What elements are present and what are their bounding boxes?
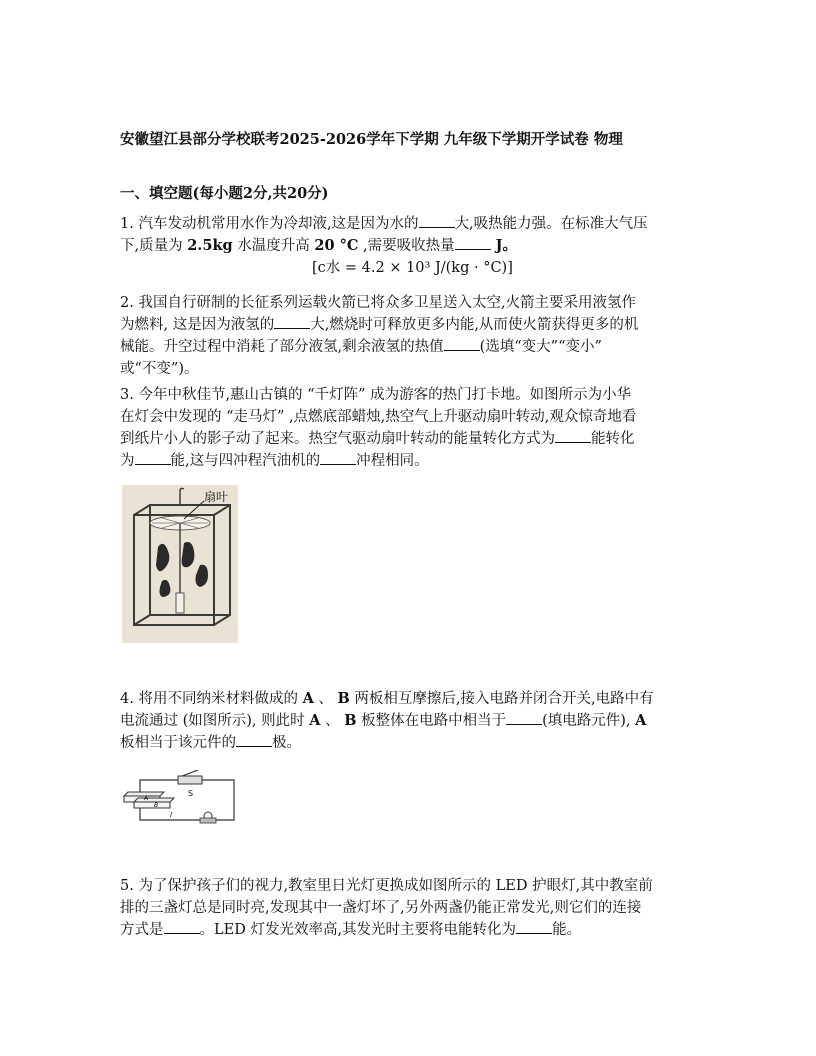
question-text: 为 <box>120 453 135 469</box>
question-text: 大,吸热能力强。在标准大气压 <box>454 216 648 232</box>
answer-blank[interactable] <box>164 919 200 934</box>
question-text: 板相当于该元件的 <box>120 735 236 751</box>
question-text: 电流通过 (如图所示), 则此时 <box>120 713 310 729</box>
mass-value: 2.5kg <box>187 237 233 254</box>
question-text: 为燃料, 这是因为液氢的 <box>120 317 275 333</box>
question-text: 。LED 灯发光效率高,其发光时主要将电能转化为 <box>199 922 517 938</box>
question-text: 大,燃烧时可释放更多内能,从而使火箭获得更多的机 <box>310 317 639 333</box>
question-line: 2. 我国自行研制的长征系列运载火箭已将众多卫星送入太空,火箭主要采用液氢作 <box>120 295 637 311</box>
plate-b-label: B <box>337 690 350 707</box>
question-line <box>120 428 700 450</box>
question-text: 能转化 <box>591 431 635 447</box>
question-text: 下,质量为 <box>120 238 188 254</box>
question-text: (填电路元件), <box>542 713 636 729</box>
question-text: 械能。升空过程中消耗了部分液氢,剩余液氢的热值 <box>120 339 444 355</box>
answer-blank[interactable] <box>555 428 591 443</box>
plate-a-label: A <box>309 712 321 729</box>
specific-heat-formula: [c水 = 4.2 × 10³ J/(kg · °C)] <box>312 260 513 276</box>
question-text: 两板相互摩擦后,接入电路并闭合开关,电路中有 <box>349 691 654 707</box>
question-text: 能,这与四冲程汽油机的 <box>170 453 321 469</box>
question-line: 排的三盏灯总是同时亮,发现其中一盏灯坏了,另外两盏仍能正常发光,则它们的连接 <box>120 900 642 916</box>
question-line: 或“不变”)。 <box>120 361 199 377</box>
question-2 <box>120 292 700 380</box>
answer-blank[interactable] <box>444 336 480 351</box>
question-line <box>120 314 700 336</box>
revolving-lantern-figure <box>122 485 238 643</box>
question-text: 极。 <box>272 735 301 751</box>
fan-blade-label: 扇叶 <box>204 490 229 504</box>
question-5 <box>120 875 700 941</box>
lantern-illustration <box>122 485 238 643</box>
current-label: I <box>170 811 173 819</box>
question-line: 在灯会中发现的 “走马灯” ,点燃底部蜡烛,热空气上升驱动扇叶转动,观众惊奇地看 <box>120 409 637 425</box>
circuit-figure <box>120 770 240 830</box>
question-line <box>120 919 700 941</box>
answer-blank[interactable] <box>516 919 552 934</box>
question-line <box>120 450 700 472</box>
answer-blank[interactable] <box>419 213 455 228</box>
question-text: 1. 汽车发动机常用水作为冷却液,这是因为水的 <box>120 216 419 232</box>
exam-title: 安徽望江县部分学校联考2025-2026学年下学期 九年级下学期开学试卷 物理 <box>120 131 623 148</box>
question-line <box>120 213 700 235</box>
question-text: 板整体在电路中相当于 <box>356 713 507 729</box>
question-text: 4. 将用不同纳米材料做成的 <box>120 691 303 707</box>
plate-b-figure-label: B <box>154 802 159 809</box>
plate-a-label: A <box>302 690 314 707</box>
switch-label: S <box>188 789 194 798</box>
question-text: 冲程相同。 <box>356 453 429 469</box>
answer-blank[interactable] <box>320 450 356 465</box>
question-text: 方式是 <box>120 922 164 938</box>
question-line <box>120 710 700 732</box>
question-3 <box>120 384 700 472</box>
section-heading: 一、填空题(每小题2分,共20分) <box>120 185 329 202</box>
plate-b-label: B <box>344 712 357 729</box>
temperature-value: 20 °C <box>314 237 359 254</box>
answer-blank[interactable] <box>135 450 171 465</box>
answer-blank[interactable] <box>236 732 272 747</box>
answer-blank[interactable] <box>455 235 491 250</box>
answer-blank[interactable] <box>506 710 542 725</box>
question-line <box>120 688 700 710</box>
question-text: (选填“变大”“变小” <box>479 339 602 355</box>
question-text: 水温度升高 <box>232 238 315 254</box>
question-4 <box>120 688 700 754</box>
circuit-diagram <box>120 770 240 830</box>
answer-blank[interactable] <box>274 314 310 329</box>
unit-text: J。 <box>490 237 518 254</box>
question-line: 3. 今年中秋佳节,惠山古镇的 “千灯阵” 成为游客的热门打卡地。如图所示为小华 <box>120 387 632 403</box>
plate-a-figure-label: A <box>144 795 149 802</box>
question-text: 、 <box>320 713 345 729</box>
question-line <box>120 235 700 257</box>
question-text: 、 <box>313 691 338 707</box>
question-text: ,需要吸收热量 <box>358 238 455 254</box>
question-line <box>120 336 700 358</box>
plate-a-label: A <box>635 712 647 729</box>
question-line: 5. 为了保护孩子们的视力,教室里日光灯更换成如图所示的 LED 护眼灯,其中教室前 <box>120 878 653 894</box>
question-line <box>120 732 700 754</box>
question-text: 到纸片小人的影子动了起来。热空气驱动扇叶转动的能量转化方式为 <box>120 431 555 447</box>
question-text: 能。 <box>552 922 582 938</box>
question-1 <box>120 213 700 257</box>
